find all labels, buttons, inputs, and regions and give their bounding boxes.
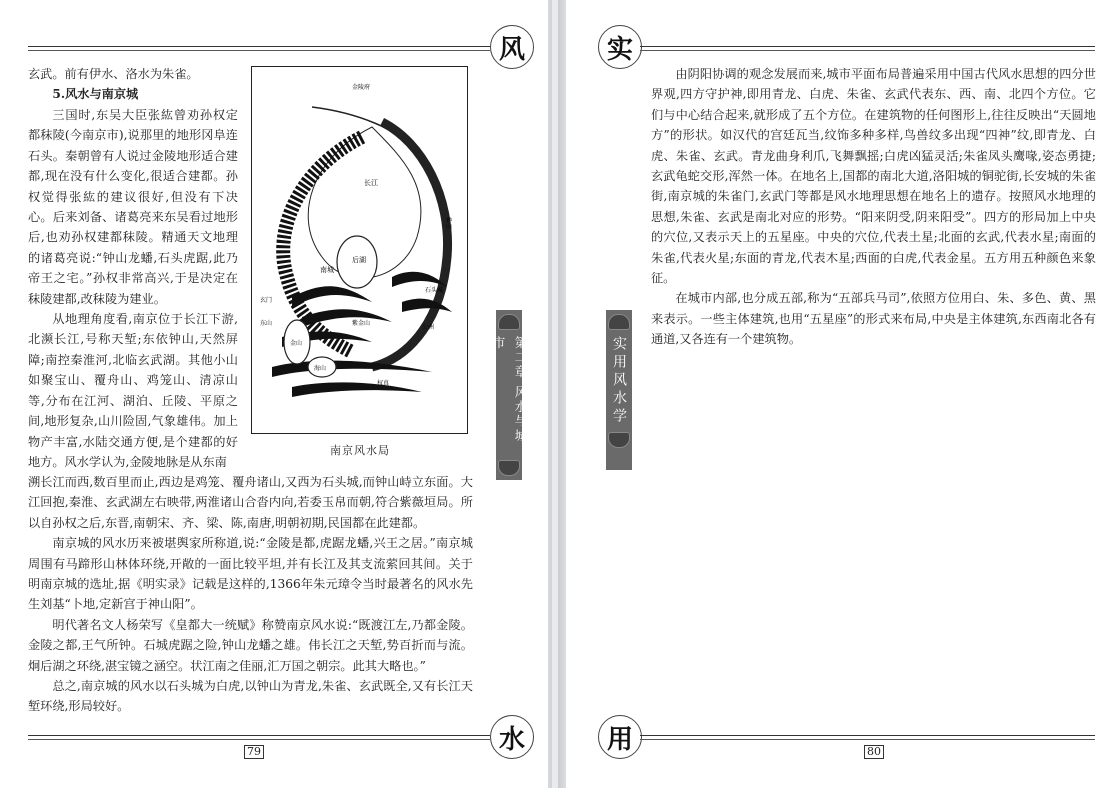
book-gutter — [548, 0, 566, 788]
tab-cap-bottom — [498, 460, 520, 476]
figure-caption: 南京风水局 — [330, 444, 390, 457]
map-label-jubao: 紫金山 — [352, 320, 371, 327]
paragraph: 明代著名文人杨荣写《皇都大一统赋》称赞南京风水说:“既渡江左,乃都金陵。金陵之都,王气所钟。石城虎踞之险,钟山龙蟠之雄。伟长江之天堑,势百折而与流。炯后湖之环绕,湛宝镜之涵空。状江南之佳丽,汇万国之朝宗。此其大略也。” — [28, 617, 473, 673]
map-label-houhu: 后湖 — [352, 256, 366, 264]
section-heading: 5.风水与南京城 — [52, 87, 139, 102]
chapter-tab — [491, 310, 528, 480]
paragraph: 南京城的风水历来被堪舆家所称道,说:“金陵是都,虎踞龙蟠,兴王之居。”南京城周围有马蹄形山林体环绕,开敞的一面比较平坦,并有长江及其支流萦回其间。关于明南京城的选址,据《明实录》记载是这样的,1366年朱元璋令当时最著名的风水先生刘基“卜地,定新宫于神山阳”。 — [28, 536, 473, 612]
paragraph-start: 从地理角度看,南京位于长江下游,北濒长江,号称天堑;东依钟山,天然屏障;南控秦淮河,北临玄武湖。其他小山如聚宝山、覆舟山、鸡笼山、清凉山等,分布在江河、湖泊、丘陵、平原之间,地形复杂,山川险固,气象雄伟。加上物产丰富,水陆交通方便,是个建都的好地方。风水学认为,金陵地脉是从东南 — [28, 312, 238, 469]
footer-rule — [640, 735, 1095, 736]
header-rule-thin — [28, 50, 490, 51]
left-page — [0, 0, 548, 788]
map-label-nancheng: 南城 — [320, 266, 334, 274]
corner-glyph-top: 实 — [598, 25, 642, 69]
map-label-changjiang: 长江 — [364, 179, 378, 187]
tab-cap-top — [498, 314, 520, 330]
map-label-jinshan: 金山 — [290, 340, 303, 347]
book-tab — [606, 310, 632, 470]
header-rule — [28, 46, 490, 47]
right-column — [651, 64, 1096, 350]
text-flow-narrow — [28, 105, 238, 472]
page-number: 80 — [864, 745, 884, 759]
book-tab-label: 实用风水学 — [611, 336, 627, 426]
map-drawing — [252, 67, 467, 433]
paragraph: 在城市内部,也分成五部,称为“五部兵马司”,依照方位用白、朱、多色、黄、黑来表示。一些主体建筑,也用“五星座”的形式来布局,中央是主体建筑,东西南北各有通道,又各连有一个建筑物。 — [651, 291, 1096, 347]
map-label-gongzhou: 公洲 — [422, 324, 435, 331]
corner-glyph-bottom: 水 — [490, 715, 534, 759]
map-label-top: 金陵府 — [352, 84, 371, 91]
paragraph: 由阴阳协调的观念发展而来,城市平面布局普遍采用中国古代风水思想的四分世界观,四方守护神,即用青龙、白虎、朱雀、玄武代表东、西、南、北四个方位。它们与中心结合起来,就形成了五个方位。在建筑物的任何图形上,往往反映出“天圆地方”的形状。如汉代的宫廷瓦当,纹饰多种多样,鸟兽纹多出现“四神”纹,即青龙、白虎、朱雀、玄武。青龙曲身利爪,飞舞飘摇;白虎凶猛灵活;朱雀凤头鹰喙,姿态勇捷;玄武龟蛇交形,浑然一体。在地名上,国都的南北大道,洛阳城的铜驼街,长安城的朱雀街,南京城的朱雀门,玄武门等都是风水地理思想在地名上的遗存。按照风水地理的思想,朱雀、玄武是南北对应的形势。“阳来阴受,阴来阳受”。四方的形局加上中央的穴位,又表示天上的五星座。中央的穴位,代表土星;北面的玄武,代表水星;南面的朱雀,代表火星;东面的青龙,代表木星;西面的白虎,代表金星。五方用五种颜色来象征。 — [651, 67, 1096, 286]
map-label-quanyuan: 权真 — [377, 380, 390, 387]
footer-rule — [28, 735, 490, 736]
corner-glyph-bottom: 用 — [598, 715, 642, 759]
map-label-shitou: 石头城 — [425, 287, 444, 294]
footer-rule-thin — [640, 739, 1095, 740]
corner-glyph-top: 风 — [490, 25, 534, 69]
left-column-top — [28, 64, 238, 105]
nanjing-fengshui-map — [251, 66, 468, 434]
page-number: 79 — [244, 745, 264, 759]
map-label-haishan: 海山 — [314, 365, 327, 372]
chapter-tab-label: 第二章 风水与城市 — [491, 335, 528, 444]
right-page — [566, 0, 1118, 788]
tab-cap-top — [608, 314, 630, 330]
paragraph: 三国时,东吴大臣张紘曾劝孙权定都秣陵(今南京市),说那里的地形冈阜连石头。秦朝曾有人说过金陵地形适合建都,现在没有什么变化,很适合建都。孙权觉得张紘的建议很好,但没有下决心。后来刘备、诸葛亮来东吴看过地形后,也劝孙权建都秣陵。精通天文地理的诸葛亮说:“钟山龙蟠,石头虎踞,此乃帝王之宅。”孙权非常高兴,于是决定在秣陵建都,改秣陵为建业。 — [28, 108, 238, 306]
paragraph-continued: 溯长江而西,数百里而止,西边是鸡笼、覆舟诸山,又西为石头城,而钟山峙立东面。大江回抱,秦淮、玄武湖左右映带,两淮诸山合沓内向,若委玉帛而朝,符合紫薇垣局。所以自孙权之后,东晋,南朝宋、齐、梁、陈,南唐,明朝初期,民国都在此建都。 — [28, 475, 473, 530]
map-label-left2: 东山 — [260, 320, 273, 327]
header-rule — [640, 46, 1095, 47]
paragraph: 玄武。前有伊水、洛水为朱雀。 — [28, 67, 199, 81]
tab-cap-bottom — [608, 432, 630, 448]
text-flow-wide — [28, 472, 473, 717]
paragraph: 总之,南京城的风水以石头城为白虎,以钟山为青龙,朱雀、玄武既全,又有长江天堑环绕,形局较好。 — [28, 679, 473, 714]
footer-rule-thin — [28, 739, 490, 740]
header-rule-thin — [640, 50, 1095, 51]
map-label-left1: 玄门 — [260, 297, 273, 304]
map-label-zhongshan: 钟山 — [444, 217, 452, 229]
